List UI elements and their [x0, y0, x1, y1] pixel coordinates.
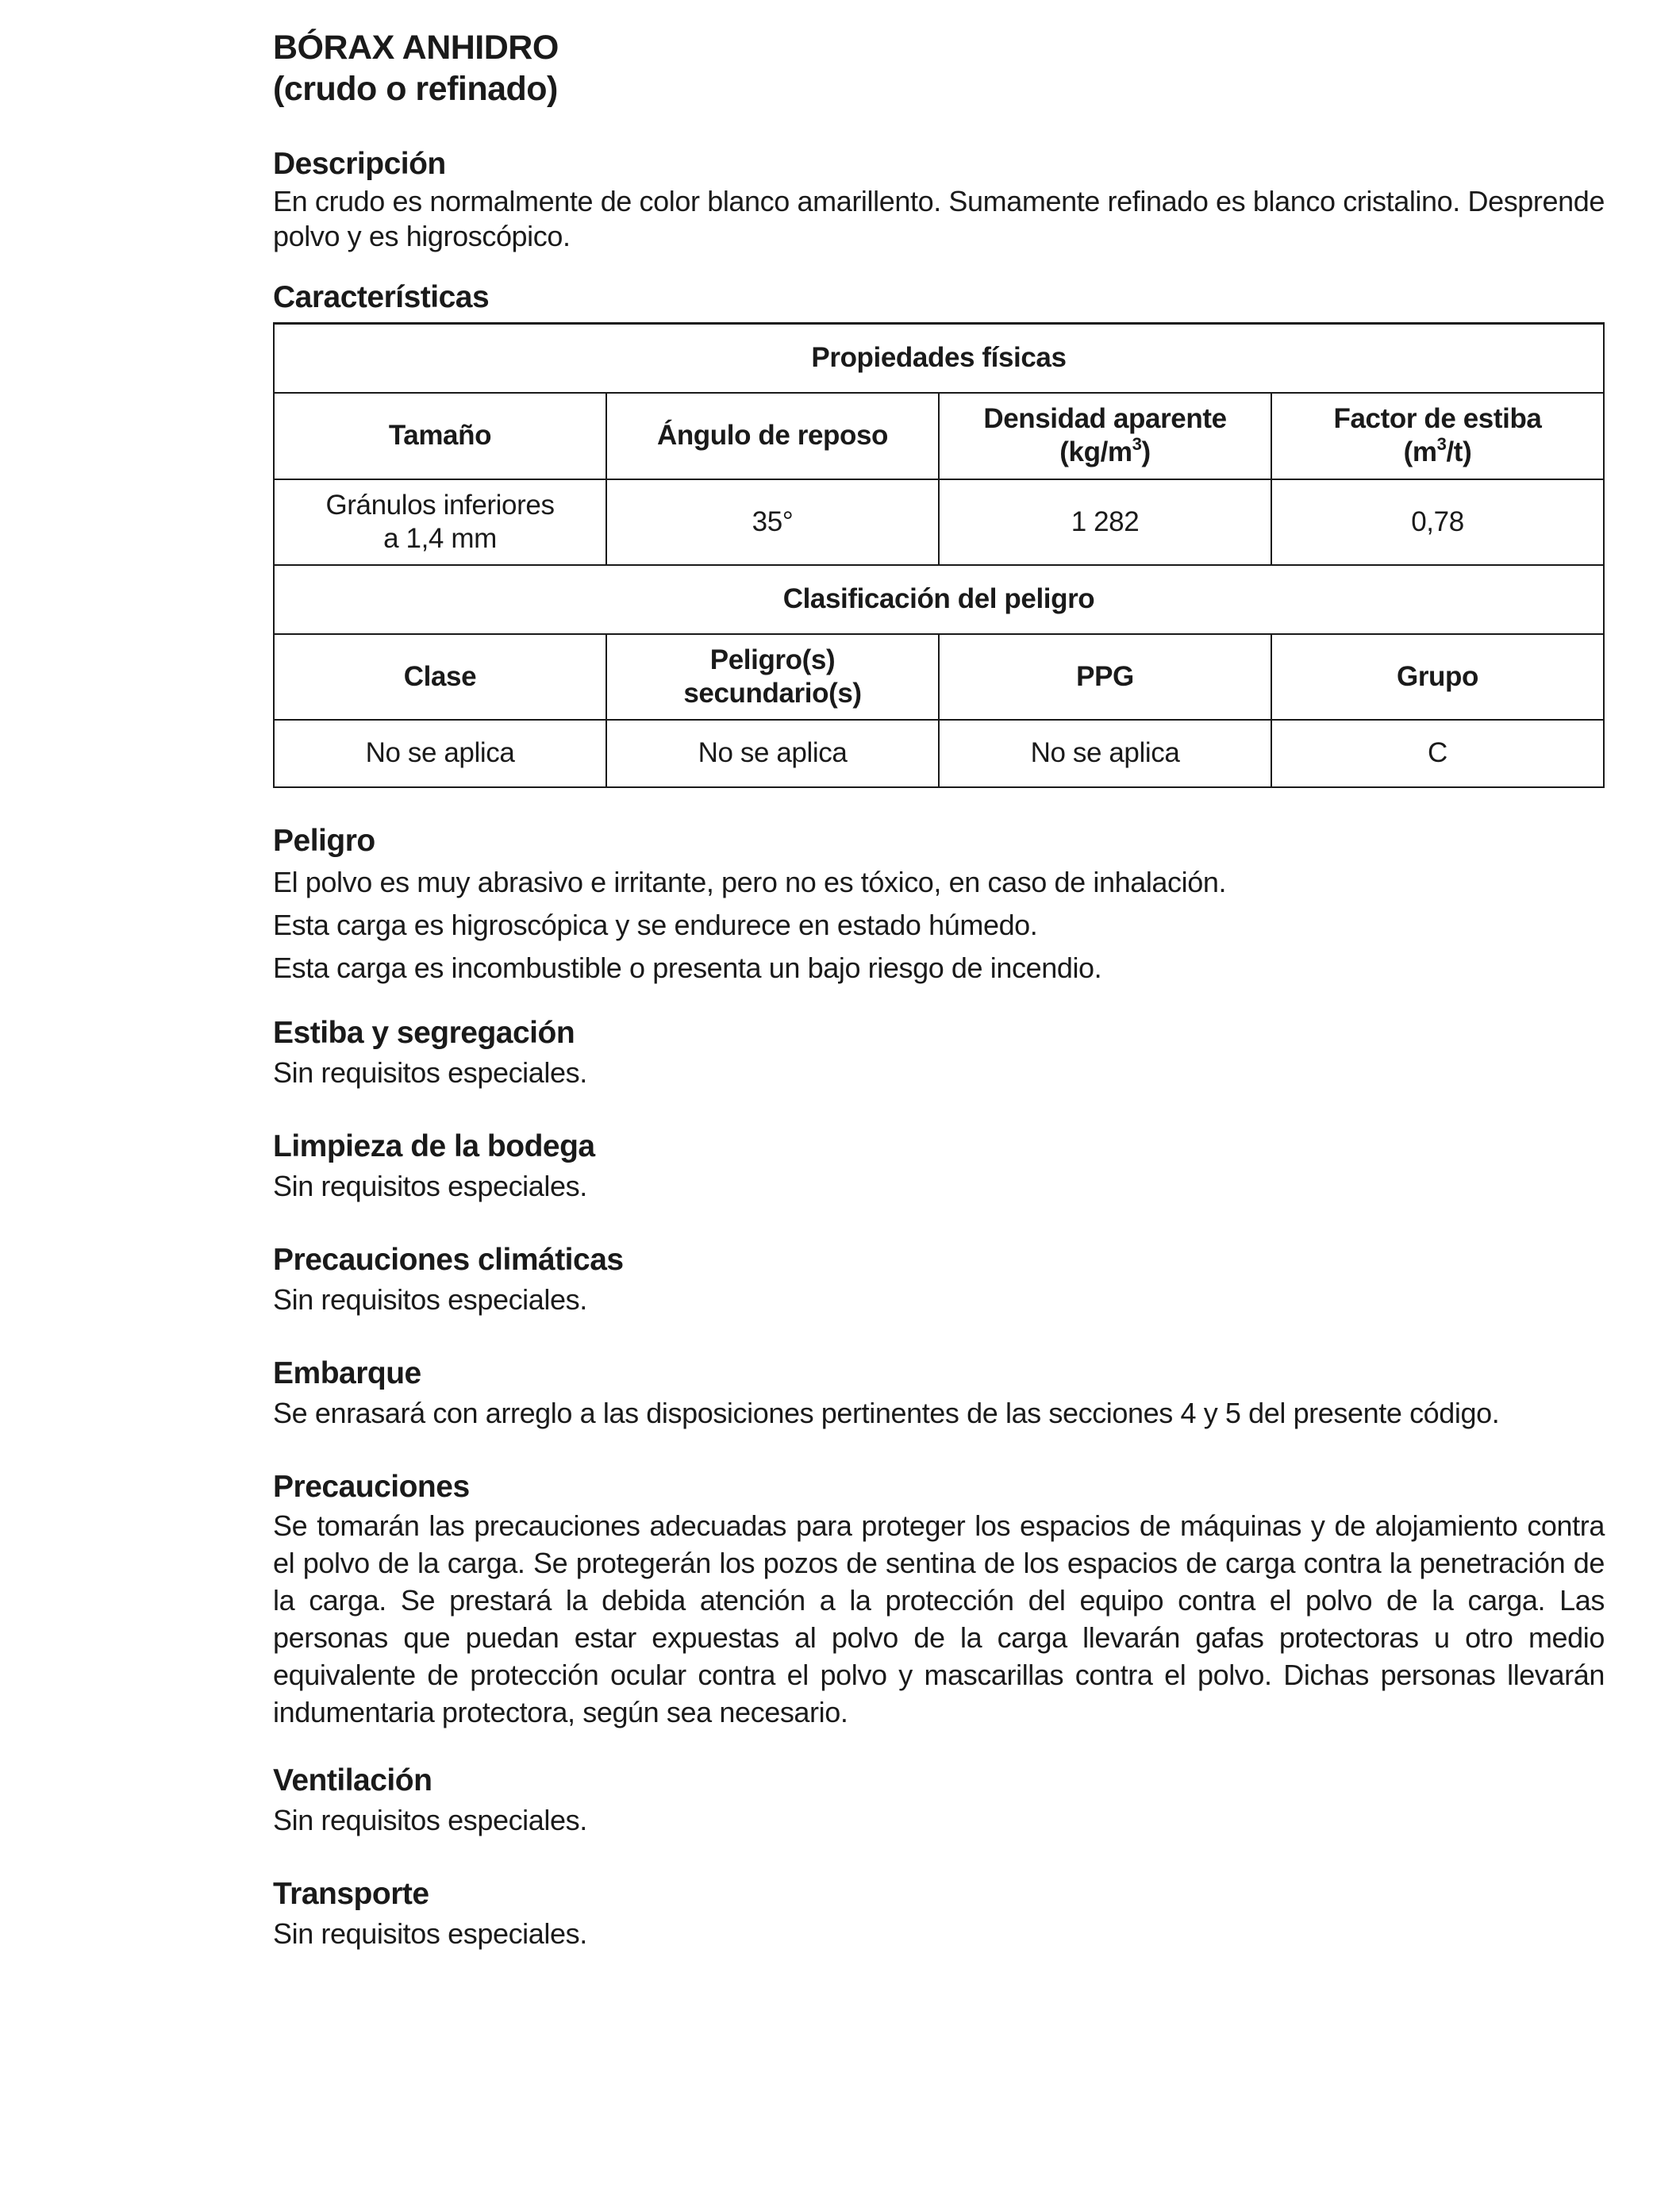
value-size-line-2: a 1,4 mm — [383, 522, 497, 554]
section-heading: Embarque — [273, 1355, 421, 1390]
header-secondary-line-1: Peligro(s) — [709, 644, 836, 675]
value-stowage: 0,78 — [1271, 479, 1604, 565]
value-class: No se aplica — [274, 720, 606, 787]
table-header-row — [274, 393, 1604, 479]
section-caracteristicas — [273, 278, 1605, 788]
section-text: En crudo es normalmente de color blanco amarillento. Sumamente refinado es blanco cristalino. Desprende polvo y es higroscópico. — [273, 185, 1605, 252]
value-size-line-1: Gránulos inferiores — [325, 489, 555, 521]
section-line: Esta carga es incombustible o presenta un bajo riesgo de incendio. — [273, 951, 1102, 984]
section-line: El polvo es muy abrasivo e irritante, pero no es tóxico, en caso de inhalación. — [273, 865, 1227, 898]
section-embarque — [273, 1354, 1605, 1432]
unit-text: /t) — [1446, 436, 1472, 467]
unit-text: (kg/m — [1059, 436, 1132, 467]
unit-superscript: 3 — [1436, 434, 1447, 454]
header-stowage-label: Factor de estiba — [1333, 403, 1542, 434]
value-density: 1 282 — [939, 479, 1271, 565]
table-row — [274, 479, 1604, 565]
value-angle: 35° — [606, 479, 939, 565]
section-text: Sin requisitos especiales. — [273, 1803, 587, 1836]
section-heading: Peligro — [273, 823, 375, 858]
value-group: C — [1271, 720, 1604, 787]
section-text: Sin requisitos especiales. — [273, 1055, 587, 1089]
value-secondary-hazard: No se aplica — [606, 720, 939, 787]
section-text: Sin requisitos especiales. — [273, 1917, 587, 1950]
section-heading: Descripción — [273, 147, 446, 181]
document-page — [273, 27, 1605, 1953]
section-text: Se enrasará con arreglo a las disposiciones pertinentes de las secciones 4 y 5 del presente código. — [273, 1396, 1500, 1429]
section-heading: Características — [273, 280, 490, 314]
section-heading: Transporte — [273, 1876, 429, 1911]
section-ventilacion — [273, 1761, 1605, 1840]
header-angle: Ángulo de reposo — [606, 393, 939, 479]
header-density-label: Densidad aparente — [983, 403, 1227, 434]
header-group: Grupo — [1271, 634, 1604, 720]
header-mhb: PPG — [939, 634, 1271, 720]
table-band-row — [274, 324, 1604, 393]
header-stowage — [1271, 393, 1604, 479]
unit-text: (m — [1403, 436, 1437, 467]
document-title — [273, 27, 1605, 110]
header-secondary-line-2: secundario(s) — [683, 677, 862, 709]
header-density — [939, 393, 1271, 479]
title-line-2: (crudo o refinado) — [273, 70, 558, 108]
properties-table — [273, 322, 1605, 788]
section-transporte — [273, 1874, 1605, 1953]
section-climaticas — [273, 1240, 1605, 1319]
title-line-1: BÓRAX ANHIDRO — [273, 29, 559, 67]
physical-properties-band: Propiedades físicas — [274, 324, 1604, 393]
unit-text: ) — [1141, 436, 1151, 467]
section-precauciones — [273, 1467, 1605, 1731]
section-text: Sin requisitos especiales. — [273, 1282, 587, 1316]
section-heading: Ventilación — [273, 1763, 432, 1797]
table-row — [274, 720, 1604, 787]
section-estiba — [273, 1013, 1605, 1092]
section-text: Sin requisitos especiales. — [273, 1169, 587, 1202]
table-band-row — [274, 565, 1604, 634]
section-heading: Limpieza de la bodega — [273, 1128, 595, 1163]
section-line: Esta carga es higroscópica y se endurece en estado húmedo. — [273, 908, 1038, 941]
header-secondary-hazard — [606, 634, 939, 720]
header-size: Tamaño — [274, 393, 606, 479]
header-density-unit — [948, 436, 1263, 469]
section-text: Se tomarán las precauciones adecuadas para proteger los espacios de máquinas y de alojamiento contra el polvo de la carga. Se protegerán los pozos de sentina de los espacios de carga contra la penetración de la carga. Se prestará la debida atención a la protección del equipo contra el polvo de la carga. Las personas que puedan estar expuestas al polvo de la carga llevarán gafas protectoras u otro medio equivalente de protección ocular contra el polvo y mascarillas contra el polvo. Dichas personas llevarán indumentaria protectora, según sea necesario. — [273, 1509, 1605, 1728]
header-class: Clase — [274, 634, 606, 720]
section-heading: Estiba y segregación — [273, 1015, 575, 1050]
section-descripcion — [273, 144, 1605, 254]
table-header-row — [274, 634, 1604, 720]
section-limpieza — [273, 1127, 1605, 1205]
value-size — [274, 479, 606, 565]
section-heading: Precauciones — [273, 1469, 470, 1504]
value-mhb: No se aplica — [939, 720, 1271, 787]
hazard-classification-band: Clasificación del peligro — [274, 565, 1604, 634]
unit-superscript: 3 — [1132, 434, 1142, 454]
section-heading: Precauciones climáticas — [273, 1242, 624, 1277]
header-stowage-unit — [1280, 436, 1595, 469]
section-peligro — [273, 821, 1605, 990]
